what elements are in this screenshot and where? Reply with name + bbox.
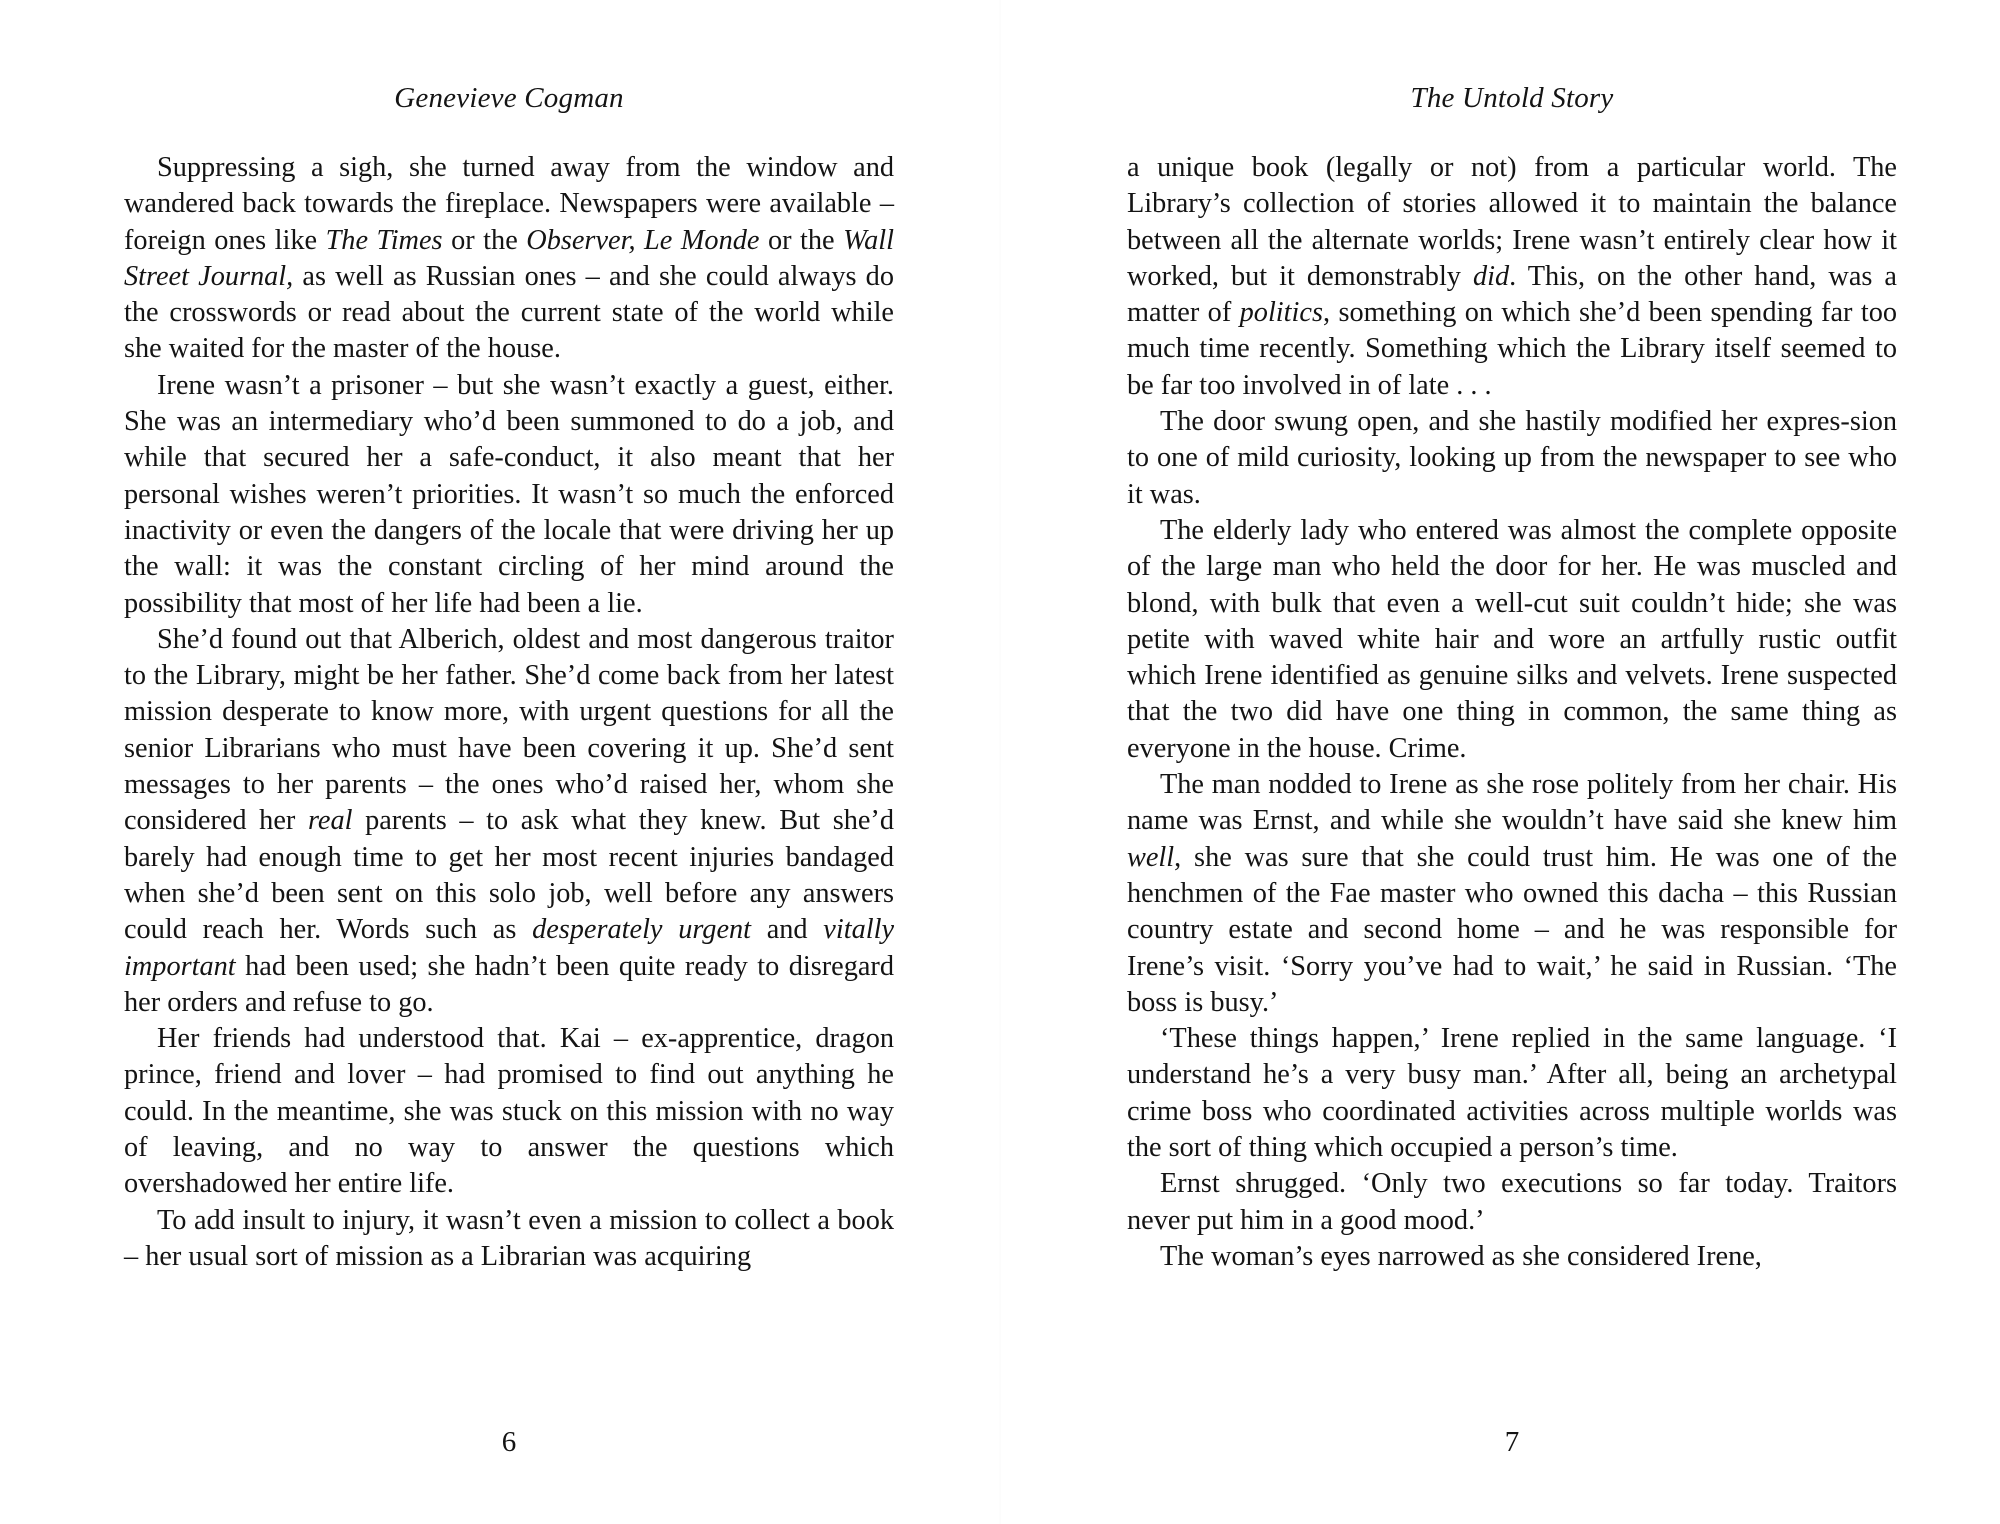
italic-text: desperately urgent (532, 914, 752, 946)
paragraph (124, 1203, 894, 1276)
paragraph (124, 1021, 894, 1202)
text-run: had been used; she hadn’t been quite ready to disregard her orders and refuse to go. (124, 950, 894, 1018)
text-run: , something on which she’d been spending far too much time recently. Something which the Library itself seemed to be far too involved in of late . . . (1127, 297, 1897, 401)
text-run: or the (759, 224, 844, 256)
paragraph (1127, 1021, 1897, 1166)
text-run: The door swung open, and she hastily modified her expres-sion to one of mild curiosity, looking up from the newspaper to see who it was. (1127, 406, 1897, 510)
page-gutter (999, 0, 1001, 1524)
text-run: The man nodded to Irene as she rose politely from her chair. His name was Ernst, and while she wouldn’t have said she knew him (1127, 769, 1897, 837)
text-run: Her friends had understood that. Kai – ex-apprentice, dragon prince, friend and lover – had promised to find out anything he could. In the meantime, she was stuck on this mission with no way of leaving, and no way to answer the questions which overshadowed her entire life. (124, 1023, 894, 1200)
right-running-head: The Untold Story (1410, 82, 1614, 114)
paragraph (124, 150, 894, 368)
italic-text: real (307, 805, 353, 837)
left-page (124, 0, 894, 1524)
text-run: and (751, 914, 824, 946)
text-run: The woman’s eyes narrowed as she considered Irene, (1160, 1240, 1762, 1272)
text-run: parents – to ask what they knew. But she’d barely had enough time to get her most recent injuries bandaged when she’d been sent on this solo job, well before any answers could reach her. Words such as (124, 805, 895, 946)
left-running-head: Genevieve Cogman (394, 82, 624, 114)
paragraph (1127, 513, 1897, 767)
text-run: , she was sure that she could trust him. He was one of the henchmen of the Fae master who owned this dacha – this Russian country estate and second home – and he was responsible for Irene’s visit. ‘Sorry you’ve had to wait,’ he said in Russian. ‘The boss is busy.’ (1127, 841, 1897, 1018)
right-page (1127, 0, 1897, 1524)
text-run: Irene wasn’t a prisoner – but she wasn’t exactly a guest, either. She was an intermediary who’d been summoned to do a job, and while that secured her a safe-conduct, it also meant that her personal wishes weren’t priorities. It wasn’t so much the enforced inactivity or even the dangers of the locale that were driving her up the wall: it was the constant circling of her mind around the possibility that most of her life had been a lie. (124, 369, 894, 619)
text-run: To add insult to injury, it wasn’t even a mission to collect a book – her usual sort of mission as a Librarian was acquiring (124, 1204, 894, 1272)
paragraph (1127, 1166, 1897, 1239)
italic-text: well (1127, 841, 1175, 873)
paragraph (1127, 1239, 1897, 1275)
paragraph (1127, 150, 1897, 404)
left-body-text (124, 150, 894, 1275)
paragraph (124, 368, 894, 622)
text-run: . This, on the other hand, was a matter of (1127, 260, 1897, 329)
paragraph (1127, 404, 1897, 513)
right-page-number: 7 (1504, 1426, 1520, 1458)
paragraph (1127, 767, 1897, 1021)
text-run: The elderly lady who entered was almost the complete opposite of the large man who held the door for her. He was muscled and blond, with bulk that even a well-cut suit couldn’t hide; she was petite with waved white hair and wore an artfully rustic outfit which Irene identified as genuine silks and velvets. Irene suspected that the two did have one thing in common, the same thing as everyone in the house. Crime. (1127, 514, 1897, 764)
text-run: Suppressing a sigh, she turned away from the window and wandered back towards the fireplace. Newspapers were available – foreign ones like (124, 152, 894, 256)
text-run: a unique book (legally or not) from a particular world. The Library’s collection of stories allowed it to maintain the balance between all the alternate worlds; Irene wasn’t entirely clear how it worked, but it demonstrably (1127, 152, 1897, 292)
italic-text: vitally important (124, 914, 895, 982)
text-run: ‘These things happen,’ Irene replied in the same language. ‘I understand he’s a very busy man.’ After all, being an archetypal crime boss who coordinated activities across multiple worlds was the sort of thing which occupied a person’s time. (1127, 1023, 1897, 1164)
right-body-text (1127, 150, 1897, 1275)
italic-text: The Times (325, 224, 443, 256)
text-run: or the (442, 224, 527, 256)
text-run: as well as Russian ones – and she could always do the crosswords or read about the current state of the world while she waited for the master of the house. (124, 260, 894, 365)
left-page-number: 6 (501, 1426, 517, 1458)
italic-text: politics (1239, 297, 1323, 329)
text-run: She’d found out that Alberich, oldest and most dangerous traitor to the Library, might be her father. She’d come back from her latest mission desperate to know more, with urgent questions for all the senior Librarians who must have been covering it up. She’d sent messages to her parents – the ones who’d raised her, whom she considered her (124, 623, 894, 837)
italic-text: Wall Street Journal, (124, 224, 894, 292)
paragraph (124, 622, 894, 1021)
italic-text: did (1472, 260, 1510, 292)
italic-text: Observer, Le Monde (526, 224, 760, 256)
text-run: Ernst shrugged. ‘Only two executions so far today. Traitors never put him in a good mood.’ (1127, 1168, 1897, 1236)
